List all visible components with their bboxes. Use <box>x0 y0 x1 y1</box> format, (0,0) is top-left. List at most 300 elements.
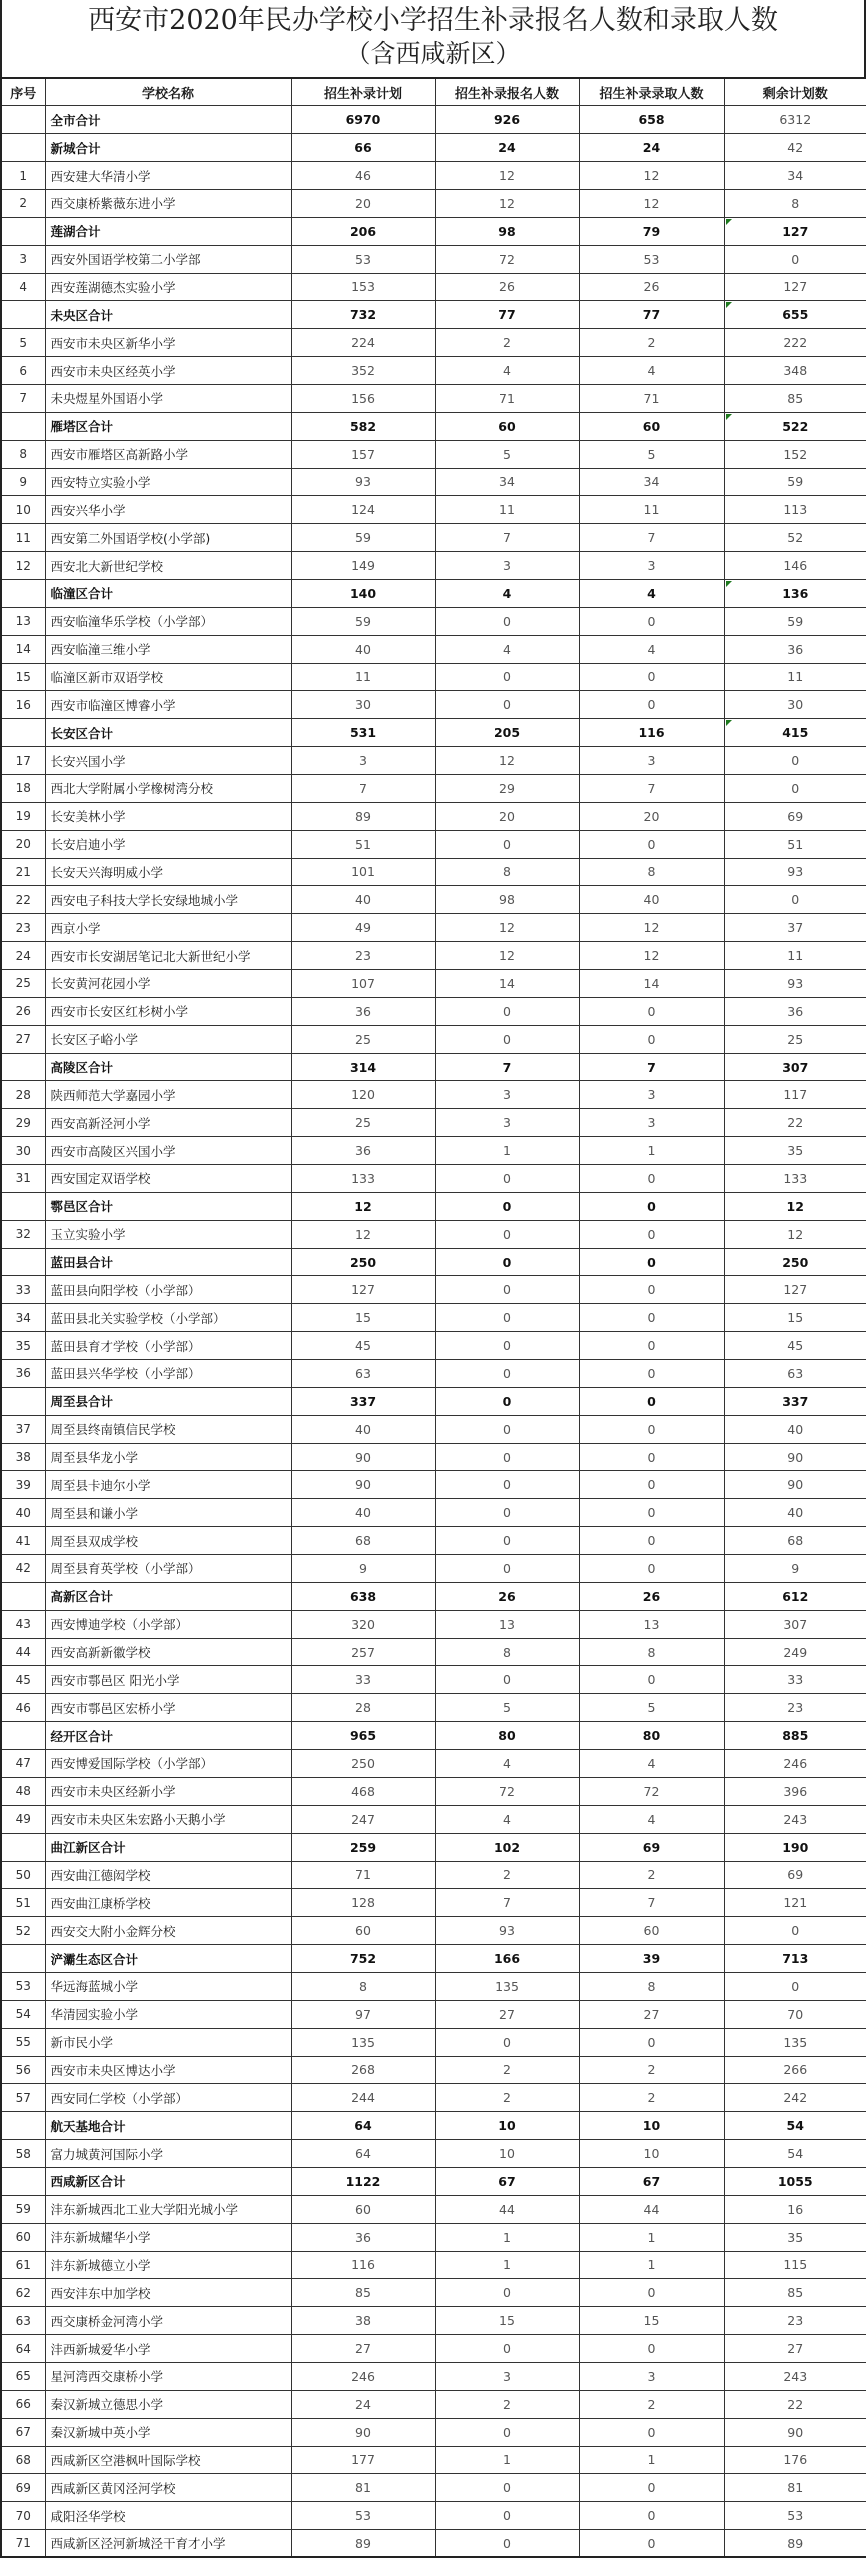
remaining-count: 8 <box>724 189 866 217</box>
row-index: 41 <box>1 1527 45 1555</box>
remaining-count: 113 <box>724 496 866 524</box>
admitted-count: 0 <box>579 2530 724 2558</box>
row-index <box>1 1582 45 1610</box>
plan-count: 337 <box>291 1387 435 1415</box>
school-name: 西安同仁学校（小学部） <box>45 2084 291 2112</box>
table-row <box>1 162 866 190</box>
row-index: 6 <box>1 357 45 385</box>
plan-count: 133 <box>291 1165 435 1193</box>
applied-count: 0 <box>435 1220 579 1248</box>
applied-count: 80 <box>435 1722 579 1750</box>
admitted-count: 0 <box>579 2335 724 2363</box>
remaining-count: 713 <box>724 1945 866 1973</box>
applied-count: 44 <box>435 2195 579 2223</box>
table-row <box>1 1694 866 1722</box>
plan-count: 25 <box>291 1025 435 1053</box>
row-index: 17 <box>1 747 45 775</box>
school-name: 咸阳泾华学校 <box>45 2502 291 2530</box>
plan-count: 89 <box>291 802 435 830</box>
admitted-count: 2 <box>579 2084 724 2112</box>
plan-count: 107 <box>291 970 435 998</box>
plan-count: 732 <box>291 301 435 329</box>
school-name: 蓝田县向阳学校（小学部） <box>45 1276 291 1304</box>
school-name: 西安临潼三维小学 <box>45 635 291 663</box>
admitted-count: 79 <box>579 217 724 245</box>
plan-count: 177 <box>291 2446 435 2474</box>
applied-count: 0 <box>435 1499 579 1527</box>
admitted-count: 11 <box>579 496 724 524</box>
row-index: 46 <box>1 1694 45 1722</box>
plan-count: 352 <box>291 357 435 385</box>
applied-count: 0 <box>435 1360 579 1388</box>
admitted-count: 0 <box>579 830 724 858</box>
applied-count: 4 <box>435 1750 579 1778</box>
row-index: 31 <box>1 1165 45 1193</box>
row-index: 39 <box>1 1471 45 1499</box>
plan-count: 582 <box>291 412 435 440</box>
table-row <box>1 2056 866 2084</box>
plan-count: 247 <box>291 1805 435 1833</box>
applied-count: 0 <box>435 2335 579 2363</box>
admitted-count: 8 <box>579 1638 724 1666</box>
table-row <box>1 245 866 273</box>
plan-count: 59 <box>291 524 435 552</box>
row-index: 67 <box>1 2418 45 2446</box>
school-name: 西咸新区泾河新城泾干育才小学 <box>45 2530 291 2558</box>
row-index <box>1 1833 45 1861</box>
applied-count: 1 <box>435 1137 579 1165</box>
remaining-count: 135 <box>724 2028 866 2056</box>
admitted-count: 0 <box>579 1220 724 1248</box>
school-name: 西安市高陵区兴国小学 <box>45 1137 291 1165</box>
admitted-count: 4 <box>579 1750 724 1778</box>
row-index: 10 <box>1 496 45 524</box>
applied-count: 0 <box>435 1332 579 1360</box>
school-name: 未央区合计 <box>45 301 291 329</box>
row-index: 36 <box>1 1360 45 1388</box>
remaining-count: 0 <box>724 774 866 802</box>
admitted-count: 4 <box>579 635 724 663</box>
row-index <box>1 1053 45 1081</box>
table-row <box>1 384 866 412</box>
school-name: 西安高新新徽学校 <box>45 1638 291 1666</box>
school-name: 西安临潼华乐学校（小学部） <box>45 607 291 635</box>
table-row <box>1 1025 866 1053</box>
remaining-count: 415 <box>724 719 866 747</box>
school-name: 西交康桥金河湾小学 <box>45 2307 291 2335</box>
school-name: 西咸新区空港枫叶国际学校 <box>45 2446 291 2474</box>
admitted-count: 4 <box>579 1805 724 1833</box>
row-index: 60 <box>1 2223 45 2251</box>
header-index: 序号 <box>1 78 45 106</box>
admitted-count: 0 <box>579 1387 724 1415</box>
applied-count: 60 <box>435 412 579 440</box>
applied-count: 0 <box>435 1527 579 1555</box>
admitted-count: 0 <box>579 1304 724 1332</box>
school-name: 鄠邑区合计 <box>45 1192 291 1220</box>
subtotal-row <box>1 1945 866 1973</box>
school-name: 西安市未央区经新小学 <box>45 1777 291 1805</box>
applied-count: 166 <box>435 1945 579 1973</box>
plan-count: 157 <box>291 440 435 468</box>
admitted-count: 60 <box>579 1917 724 1945</box>
plan-count: 30 <box>291 691 435 719</box>
table-row <box>1 2474 866 2502</box>
row-index: 21 <box>1 858 45 886</box>
school-name: 周至县终南镇信民学校 <box>45 1415 291 1443</box>
plan-count: 93 <box>291 468 435 496</box>
admitted-count: 3 <box>579 1081 724 1109</box>
table-row <box>1 524 866 552</box>
plan-count: 140 <box>291 579 435 607</box>
row-index: 50 <box>1 1861 45 1889</box>
school-name: 西安莲湖德杰实验小学 <box>45 273 291 301</box>
plan-count: 40 <box>291 1499 435 1527</box>
school-name: 西安建大华清小学 <box>45 162 291 190</box>
remaining-count: 9 <box>724 1555 866 1583</box>
table-row <box>1 1137 866 1165</box>
applied-count: 29 <box>435 774 579 802</box>
admitted-count: 1 <box>579 2446 724 2474</box>
subtotal-row <box>1 134 866 162</box>
applied-count: 0 <box>435 663 579 691</box>
applied-count: 0 <box>435 1248 579 1276</box>
admitted-count: 72 <box>579 1777 724 1805</box>
remaining-count: 90 <box>724 1443 866 1471</box>
row-index <box>1 2112 45 2140</box>
remaining-count: 307 <box>724 1610 866 1638</box>
applied-count: 8 <box>435 1638 579 1666</box>
admitted-count: 7 <box>579 1053 724 1081</box>
plan-count: 314 <box>291 1053 435 1081</box>
subtotal-row <box>1 1722 866 1750</box>
applied-count: 2 <box>435 2390 579 2418</box>
school-name: 长安区合计 <box>45 719 291 747</box>
plan-count: 23 <box>291 942 435 970</box>
applied-count: 13 <box>435 1610 579 1638</box>
admitted-count: 4 <box>579 357 724 385</box>
admitted-count: 0 <box>579 997 724 1025</box>
applied-count: 0 <box>435 2530 579 2558</box>
school-name: 西安交大附小金辉分校 <box>45 1917 291 1945</box>
school-name: 高新区合计 <box>45 1582 291 1610</box>
school-name: 沣西新城爱华小学 <box>45 2335 291 2363</box>
admitted-count: 1 <box>579 2223 724 2251</box>
remaining-count: 0 <box>724 1972 866 2000</box>
school-name: 长安启迪小学 <box>45 830 291 858</box>
page-title: 西安市2020年民办学校小学招生补录报名人数和录取人数 <box>88 5 778 36</box>
row-index: 51 <box>1 1889 45 1917</box>
plan-count: 40 <box>291 635 435 663</box>
plan-count: 12 <box>291 1220 435 1248</box>
admitted-count: 7 <box>579 774 724 802</box>
table-row <box>1 2195 866 2223</box>
plan-count: 156 <box>291 384 435 412</box>
admitted-count: 0 <box>579 1666 724 1694</box>
admitted-count: 15 <box>579 2307 724 2335</box>
row-index: 2 <box>1 189 45 217</box>
applied-count: 12 <box>435 914 579 942</box>
remaining-count: 176 <box>724 2446 866 2474</box>
applied-count: 67 <box>435 2167 579 2195</box>
plan-count: 116 <box>291 2251 435 2279</box>
plan-count: 1122 <box>291 2167 435 2195</box>
admitted-count: 0 <box>579 2502 724 2530</box>
applied-count: 926 <box>435 106 579 134</box>
plan-count: 51 <box>291 830 435 858</box>
admitted-count: 0 <box>579 2028 724 2056</box>
remaining-count: 0 <box>724 245 866 273</box>
table-body <box>1 106 866 2558</box>
plan-count: 20 <box>291 189 435 217</box>
subtotal-row <box>1 1833 866 1861</box>
row-index: 71 <box>1 2530 45 2558</box>
row-index <box>1 1192 45 1220</box>
table-row <box>1 1165 866 1193</box>
remaining-count: 0 <box>724 1917 866 1945</box>
row-index: 25 <box>1 970 45 998</box>
applied-count: 14 <box>435 970 579 998</box>
admitted-count: 0 <box>579 1499 724 1527</box>
admitted-count: 0 <box>579 1471 724 1499</box>
plan-count: 153 <box>291 273 435 301</box>
table-row <box>1 1972 866 2000</box>
admitted-count: 12 <box>579 189 724 217</box>
subtotal-row <box>1 1582 866 1610</box>
applied-count: 0 <box>435 1192 579 1220</box>
table-row <box>1 1889 866 1917</box>
table-row <box>1 1638 866 1666</box>
row-index: 66 <box>1 2390 45 2418</box>
admitted-count: 34 <box>579 468 724 496</box>
school-name: 全市合计 <box>45 106 291 134</box>
admitted-count: 12 <box>579 942 724 970</box>
remaining-count: 12 <box>724 1220 866 1248</box>
remaining-count: 243 <box>724 1805 866 1833</box>
admitted-count: 0 <box>579 2474 724 2502</box>
remaining-count: 35 <box>724 1137 866 1165</box>
table-row <box>1 1805 866 1833</box>
table-row <box>1 858 866 886</box>
row-index: 52 <box>1 1917 45 1945</box>
plan-count: 246 <box>291 2362 435 2390</box>
plan-count: 36 <box>291 997 435 1025</box>
table-row <box>1 2140 866 2168</box>
table-row <box>1 1527 866 1555</box>
header-plan: 招生补录计划 <box>291 78 435 106</box>
applied-count: 2 <box>435 2084 579 2112</box>
admitted-count: 80 <box>579 1722 724 1750</box>
admitted-count: 67 <box>579 2167 724 2195</box>
table-row <box>1 1220 866 1248</box>
table-row <box>1 691 866 719</box>
applied-count: 0 <box>435 1415 579 1443</box>
row-index <box>1 412 45 440</box>
admitted-count: 3 <box>579 1109 724 1137</box>
subtotal-row <box>1 1248 866 1276</box>
applied-count: 0 <box>435 997 579 1025</box>
remaining-count: 85 <box>724 2279 866 2307</box>
remaining-count: 11 <box>724 663 866 691</box>
row-index: 59 <box>1 2195 45 2223</box>
enrollment-table <box>0 77 866 2558</box>
row-index: 16 <box>1 691 45 719</box>
school-name: 西安市未央区经英小学 <box>45 357 291 385</box>
admitted-count: 7 <box>579 1889 724 1917</box>
plan-count: 752 <box>291 1945 435 1973</box>
remaining-count: 42 <box>724 134 866 162</box>
row-index: 65 <box>1 2362 45 2390</box>
plan-count: 38 <box>291 2307 435 2335</box>
remaining-count: 90 <box>724 1471 866 1499</box>
applied-count: 5 <box>435 440 579 468</box>
admitted-count: 4 <box>579 579 724 607</box>
school-name: 周至县和谦小学 <box>45 1499 291 1527</box>
admitted-count: 0 <box>579 1415 724 1443</box>
table-row <box>1 1555 866 1583</box>
school-name: 华清园实验小学 <box>45 2000 291 2028</box>
remaining-count: 35 <box>724 2223 866 2251</box>
subtotal-row <box>1 301 866 329</box>
plan-count: 250 <box>291 1248 435 1276</box>
applied-count: 0 <box>435 1387 579 1415</box>
admitted-count: 0 <box>579 1165 724 1193</box>
school-name: 秦汉新城立德思小学 <box>45 2390 291 2418</box>
applied-count: 5 <box>435 1694 579 1722</box>
admitted-count: 0 <box>579 1276 724 1304</box>
row-index: 42 <box>1 1555 45 1583</box>
remaining-count: 27 <box>724 2335 866 2363</box>
applied-count: 12 <box>435 942 579 970</box>
table-row <box>1 1750 866 1778</box>
school-name: 西北大学附属小学橡树湾分校 <box>45 774 291 802</box>
school-name: 西安市雁塔区高新路小学 <box>45 440 291 468</box>
school-name: 蓝田县育才学校（小学部） <box>45 1332 291 1360</box>
table-row <box>1 607 866 635</box>
plan-count: 45 <box>291 1332 435 1360</box>
row-index <box>1 106 45 134</box>
row-index <box>1 719 45 747</box>
row-index <box>1 579 45 607</box>
remaining-count: 85 <box>724 384 866 412</box>
row-index: 54 <box>1 2000 45 2028</box>
school-name: 长安兴国小学 <box>45 747 291 775</box>
row-index: 32 <box>1 1220 45 1248</box>
plan-count: 250 <box>291 1750 435 1778</box>
school-name: 西安博迪学校（小学部） <box>45 1610 291 1638</box>
school-name: 秦汉新城中英小学 <box>45 2418 291 2446</box>
school-name: 航天基地合计 <box>45 2112 291 2140</box>
school-name: 西咸新区黄冈泾河学校 <box>45 2474 291 2502</box>
subtotal-row <box>1 579 866 607</box>
plan-count: 531 <box>291 719 435 747</box>
row-index <box>1 134 45 162</box>
plan-count: 11 <box>291 663 435 691</box>
table-row <box>1 2502 866 2530</box>
table-row <box>1 2362 866 2390</box>
applied-count: 0 <box>435 2279 579 2307</box>
row-index: 24 <box>1 942 45 970</box>
plan-count: 33 <box>291 1666 435 1694</box>
applied-count: 0 <box>435 1666 579 1694</box>
applied-count: 3 <box>435 1109 579 1137</box>
table-row <box>1 2223 866 2251</box>
plan-count: 3 <box>291 747 435 775</box>
remaining-count: 36 <box>724 997 866 1025</box>
remaining-count: 33 <box>724 1666 866 1694</box>
table-row <box>1 663 866 691</box>
plan-count: 36 <box>291 1137 435 1165</box>
admitted-count: 0 <box>579 1192 724 1220</box>
plan-count: 257 <box>291 1638 435 1666</box>
row-index: 14 <box>1 635 45 663</box>
school-name: 西安国定双语学校 <box>45 1165 291 1193</box>
school-name: 新城合计 <box>45 134 291 162</box>
table-row <box>1 357 866 385</box>
row-index: 13 <box>1 607 45 635</box>
applied-count: 26 <box>435 273 579 301</box>
table-row <box>1 2418 866 2446</box>
school-name: 沣东新城德立小学 <box>45 2251 291 2279</box>
applied-count: 0 <box>435 1025 579 1053</box>
applied-count: 4 <box>435 357 579 385</box>
remaining-count: 30 <box>724 691 866 719</box>
applied-count: 12 <box>435 189 579 217</box>
row-index: 57 <box>1 2084 45 2112</box>
row-index: 47 <box>1 1750 45 1778</box>
row-index: 8 <box>1 440 45 468</box>
admitted-count: 0 <box>579 1025 724 1053</box>
school-name: 未央煜星外国语小学 <box>45 384 291 412</box>
remaining-count: 11 <box>724 942 866 970</box>
school-name: 西安市临潼区博睿小学 <box>45 691 291 719</box>
applied-count: 1 <box>435 2223 579 2251</box>
plan-count: 268 <box>291 2056 435 2084</box>
table-row <box>1 1081 866 1109</box>
row-index: 68 <box>1 2446 45 2474</box>
row-index <box>1 217 45 245</box>
remaining-count: 0 <box>724 886 866 914</box>
row-index <box>1 301 45 329</box>
row-index: 29 <box>1 1109 45 1137</box>
remaining-count: 0 <box>724 747 866 775</box>
plan-count: 259 <box>291 1833 435 1861</box>
remaining-count: 12 <box>724 1192 866 1220</box>
table-row <box>1 1861 866 1889</box>
plan-count: 36 <box>291 2223 435 2251</box>
applied-count: 93 <box>435 1917 579 1945</box>
row-index: 18 <box>1 774 45 802</box>
applied-count: 4 <box>435 579 579 607</box>
remaining-count: 655 <box>724 301 866 329</box>
table-row <box>1 2279 866 2307</box>
admitted-count: 1 <box>579 2251 724 2279</box>
applied-count: 0 <box>435 607 579 635</box>
applied-count: 24 <box>435 134 579 162</box>
plan-count: 53 <box>291 2502 435 2530</box>
applied-count: 0 <box>435 1304 579 1332</box>
school-name: 蓝田县合计 <box>45 1248 291 1276</box>
remaining-count: 16 <box>724 2195 866 2223</box>
school-name: 星河湾西交康桥小学 <box>45 2362 291 2390</box>
plan-count: 135 <box>291 2028 435 2056</box>
school-name: 雁塔区合计 <box>45 412 291 440</box>
applied-count: 102 <box>435 1833 579 1861</box>
header-row <box>1 78 866 106</box>
applied-count: 72 <box>435 1777 579 1805</box>
school-name: 西咸新区合计 <box>45 2167 291 2195</box>
remaining-count: 115 <box>724 2251 866 2279</box>
